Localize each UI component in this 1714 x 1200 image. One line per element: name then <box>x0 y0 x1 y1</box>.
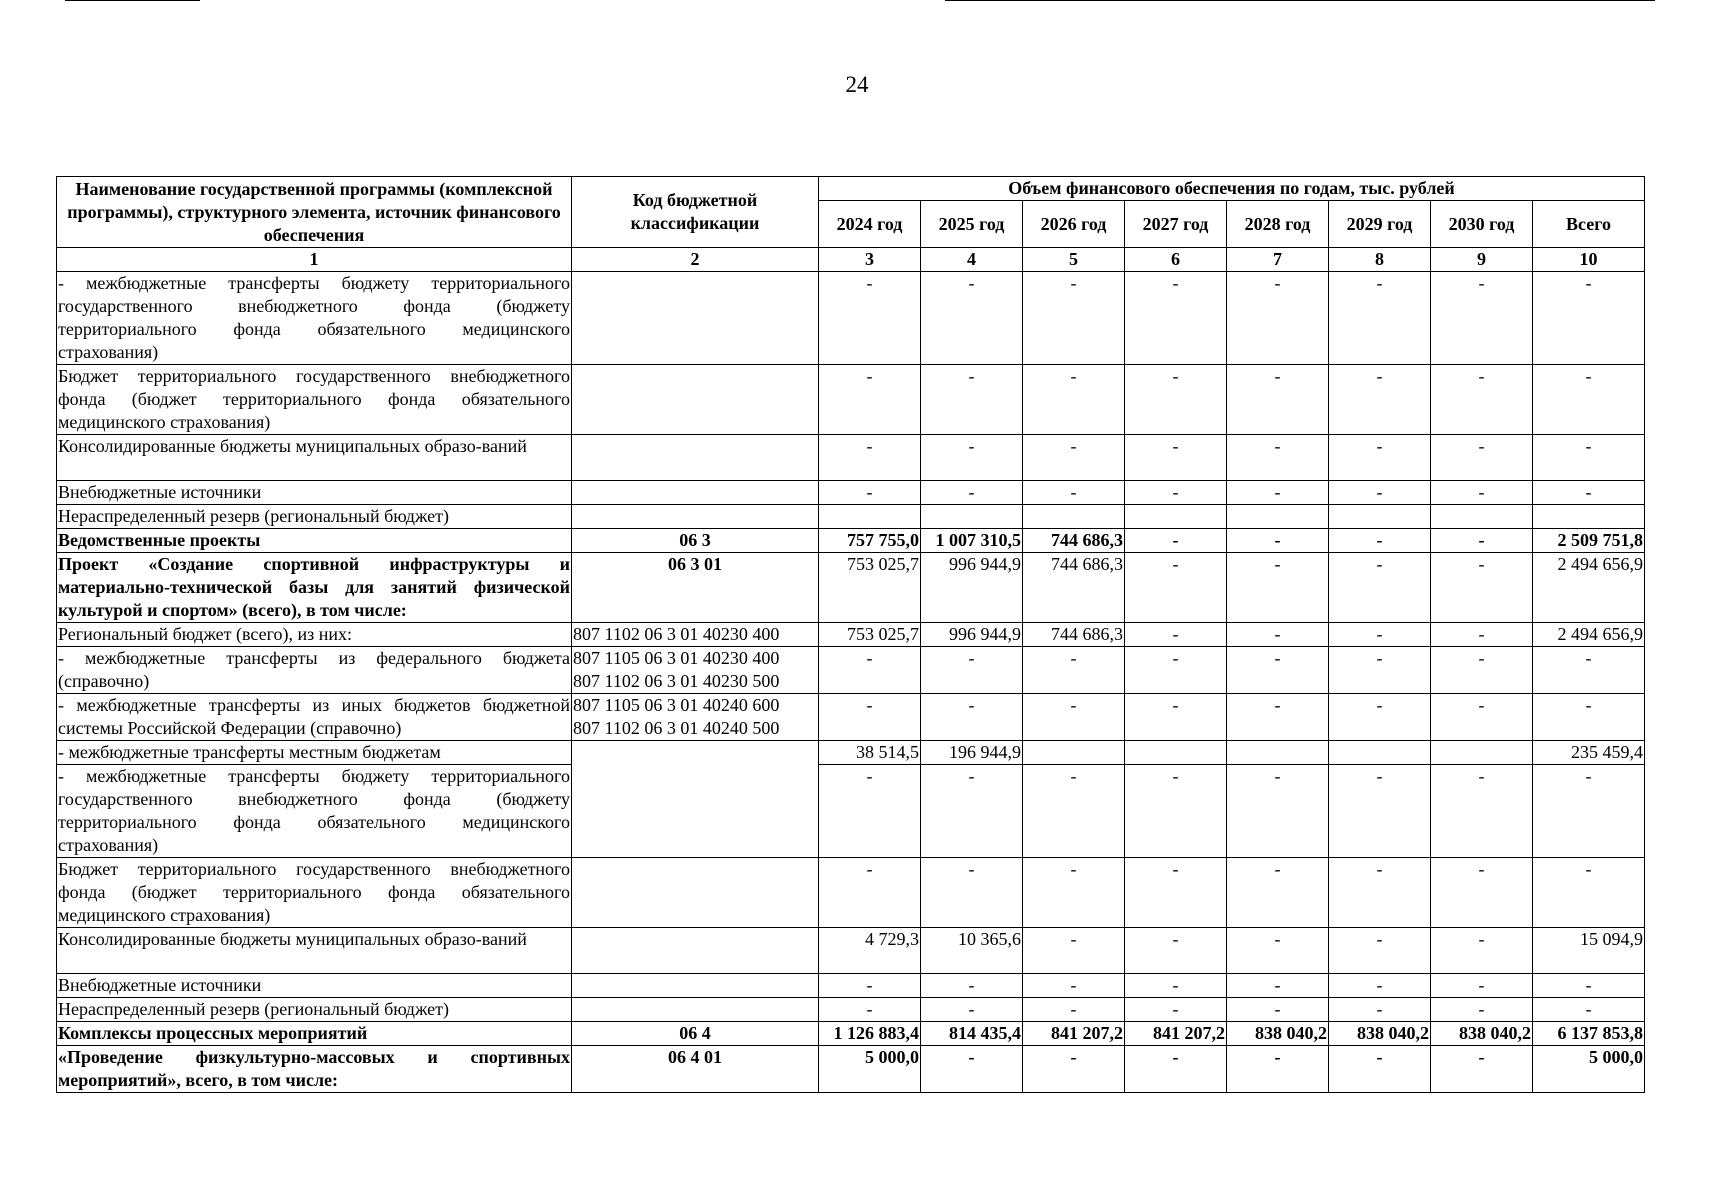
year-value: - <box>1431 647 1533 694</box>
top-rule-left <box>65 0 200 1</box>
year-value: 753 025,7 <box>819 623 921 647</box>
year-value <box>1125 741 1227 765</box>
year-value: - <box>1125 272 1227 365</box>
budget-code <box>572 553 819 623</box>
table-row <box>57 741 1645 765</box>
year-value: - <box>1125 623 1227 647</box>
year-value: - <box>921 435 1023 481</box>
year-value: - <box>1125 765 1227 858</box>
total-value: 5 000,0 <box>1533 1046 1645 1093</box>
column-number: 5 <box>1023 248 1125 272</box>
year-value <box>1023 741 1125 765</box>
column-number: 2 <box>572 248 819 272</box>
budget-code <box>572 365 819 435</box>
year-value: - <box>1431 529 1533 553</box>
header-row <box>57 177 1645 201</box>
budget-code <box>572 1046 819 1093</box>
total-value: - <box>1533 481 1645 505</box>
budget-code <box>572 858 819 928</box>
year-value: - <box>921 647 1023 694</box>
year-value: - <box>1227 694 1329 741</box>
year-value <box>1125 505 1227 529</box>
year-value: - <box>1227 272 1329 365</box>
year-value: - <box>1125 529 1227 553</box>
budget-code <box>572 272 819 365</box>
header-year: 2028 год <box>1227 201 1329 248</box>
year-value: 838 040,2 <box>1431 1022 1533 1046</box>
year-value: - <box>1125 858 1227 928</box>
year-value: - <box>1125 647 1227 694</box>
total-value: - <box>1533 647 1645 694</box>
year-value <box>921 505 1023 529</box>
year-value: - <box>1329 974 1431 998</box>
column-number: 9 <box>1431 248 1533 272</box>
budget-code-line: 807 1105 06 3 01 40240 600 <box>573 695 780 715</box>
total-value: - <box>1533 765 1645 858</box>
budget-code-line: 06 3 <box>679 530 711 550</box>
year-value: - <box>819 858 921 928</box>
table-row <box>57 694 1645 741</box>
table-row <box>57 998 1645 1022</box>
top-rule-right <box>945 0 1655 1</box>
total-value: 6 137 853,8 <box>1533 1022 1645 1046</box>
table-row <box>57 1022 1645 1046</box>
year-value: - <box>1125 365 1227 435</box>
total-value: - <box>1533 858 1645 928</box>
year-value: 1 126 883,4 <box>819 1022 921 1046</box>
year-value: - <box>1329 694 1431 741</box>
year-value: 757 755,0 <box>819 529 921 553</box>
row-label: Нераспределенный резерв (региональный бюджет) <box>57 505 572 529</box>
year-value: - <box>1227 529 1329 553</box>
row-label: Ведомственные проекты <box>57 529 572 553</box>
year-value: - <box>1023 765 1125 858</box>
year-value: - <box>921 365 1023 435</box>
table-row <box>57 272 1645 365</box>
row-label: Консолидированные бюджеты муниципальных образо-ваний <box>57 435 572 481</box>
year-value: - <box>1431 858 1533 928</box>
row-label: Нераспределенный резерв (региональный бюджет) <box>57 998 572 1022</box>
page-number: 24 <box>845 72 869 97</box>
table-row <box>57 765 1645 858</box>
total-value: 2 494 656,9 <box>1533 623 1645 647</box>
row-label: «Проведение физкультурно-массовых и спортивных мероприятий», всего, в том числе: <box>57 1046 572 1093</box>
year-value: - <box>1227 928 1329 974</box>
column-number: 4 <box>921 248 1023 272</box>
year-value: - <box>1329 1046 1431 1093</box>
year-value: - <box>819 647 921 694</box>
year-value: - <box>1329 529 1431 553</box>
budget-code <box>572 928 819 974</box>
year-value: - <box>819 765 921 858</box>
table-row <box>57 505 1645 529</box>
header-year: 2029 год <box>1329 201 1431 248</box>
year-value: 814 435,4 <box>921 1022 1023 1046</box>
budget-code <box>572 765 819 858</box>
table-row <box>57 623 1645 647</box>
year-value: - <box>921 272 1023 365</box>
row-label: Внебюджетные источники <box>57 481 572 505</box>
row-label: - межбюджетные трансферты местным бюджетам <box>57 741 572 765</box>
budget-code <box>572 647 819 694</box>
table-row <box>57 858 1645 928</box>
year-value: - <box>921 765 1023 858</box>
year-value: - <box>1329 858 1431 928</box>
budget-code-line: 807 1102 06 3 01 40240 500 <box>573 718 780 738</box>
budget-code-line: 807 1102 06 3 01 40230 400 <box>573 624 780 644</box>
budget-code <box>572 435 819 481</box>
budget-code <box>572 481 819 505</box>
year-value: - <box>1023 272 1125 365</box>
total-value: 235 459,4 <box>1533 741 1645 765</box>
year-value <box>1329 741 1431 765</box>
table-row <box>57 1046 1645 1093</box>
table-row <box>57 481 1645 505</box>
year-value: 10 365,6 <box>921 928 1023 974</box>
year-value: 753 025,7 <box>819 553 921 623</box>
row-label: - межбюджетные трансферты бюджету территориального государственного внебюджетного фонда (бюджету территориального фонда обязательного медицинского страхования) <box>57 765 572 858</box>
year-value: 744 686,3 <box>1023 529 1125 553</box>
row-label: - межбюджетные трансферты бюджету территориального государственного внебюджетного фонда (бюджету территориального фонда обязательного медицинского страхования) <box>57 272 572 365</box>
year-value: - <box>1023 974 1125 998</box>
table-row <box>57 928 1645 974</box>
year-value: - <box>1227 765 1329 858</box>
year-value: - <box>1227 623 1329 647</box>
year-value: - <box>1023 858 1125 928</box>
column-numbers-row <box>57 248 1645 272</box>
year-value: - <box>1227 998 1329 1022</box>
year-value: - <box>1227 1046 1329 1093</box>
column-number: 10 <box>1533 248 1645 272</box>
year-value: - <box>1227 974 1329 998</box>
year-value: - <box>819 481 921 505</box>
year-value: - <box>1125 974 1227 998</box>
budget-code <box>572 529 819 553</box>
year-value: - <box>1125 694 1227 741</box>
row-label: - межбюджетные трансферты из иных бюджетов бюджетной системы Российской Федерации (справочно) <box>57 694 572 741</box>
column-number: 3 <box>819 248 921 272</box>
year-value: - <box>921 998 1023 1022</box>
header-total: Всего <box>1533 201 1645 248</box>
table-row <box>57 553 1645 623</box>
year-value: 838 040,2 <box>1329 1022 1431 1046</box>
year-value <box>1227 741 1329 765</box>
year-value: - <box>1431 998 1533 1022</box>
year-value: - <box>1227 647 1329 694</box>
year-value: - <box>1227 435 1329 481</box>
total-value: 2 509 751,8 <box>1533 529 1645 553</box>
year-value: - <box>1125 928 1227 974</box>
table-row <box>57 529 1645 553</box>
total-value: 2 494 656,9 <box>1533 553 1645 623</box>
year-value: - <box>1125 481 1227 505</box>
total-value: - <box>1533 998 1645 1022</box>
year-value <box>819 505 921 529</box>
year-value: - <box>1023 694 1125 741</box>
total-value: 15 094,9 <box>1533 928 1645 974</box>
row-label: Бюджет территориального государственного внебюджетного фонда (бюджет территориального фонда обязательного медицинского страхования) <box>57 365 572 435</box>
row-label: Консолидированные бюджеты муниципальных образо-ваний <box>57 928 572 974</box>
column-number: 6 <box>1125 248 1227 272</box>
header-name: Наименование государственной программы (комплексной программы), структурного элемента, источник финансового обеспечения <box>57 177 572 248</box>
year-value: - <box>819 365 921 435</box>
row-label: - межбюджетные трансферты из федерального бюджета (справочно) <box>57 647 572 694</box>
total-value <box>1533 505 1645 529</box>
budget-code-line: 807 1102 06 3 01 40230 500 <box>573 671 780 691</box>
year-value: - <box>1023 365 1125 435</box>
year-value: - <box>1431 435 1533 481</box>
year-value: 996 944,9 <box>921 553 1023 623</box>
year-value: - <box>819 694 921 741</box>
header-year: 2027 год <box>1125 201 1227 248</box>
year-value: - <box>1329 647 1431 694</box>
year-value: - <box>1227 858 1329 928</box>
total-value: - <box>1533 974 1645 998</box>
budget-code <box>572 623 819 647</box>
year-value: 841 207,2 <box>1125 1022 1227 1046</box>
year-value: 4 729,3 <box>819 928 921 974</box>
header-code: Код бюджетной классификации <box>572 177 819 248</box>
header-year: 2025 год <box>921 201 1023 248</box>
year-value: - <box>1023 1046 1125 1093</box>
year-value: - <box>921 858 1023 928</box>
year-value: - <box>1329 272 1431 365</box>
year-value: - <box>1431 928 1533 974</box>
year-value: - <box>1431 765 1533 858</box>
year-value: 744 686,3 <box>1023 623 1125 647</box>
year-value: - <box>1023 481 1125 505</box>
header-year: 2026 год <box>1023 201 1125 248</box>
budget-code-line: 807 1105 06 3 01 40230 400 <box>573 648 780 668</box>
year-value <box>1431 741 1533 765</box>
year-value: - <box>1431 272 1533 365</box>
year-value: - <box>1329 765 1431 858</box>
year-value: - <box>1125 435 1227 481</box>
year-value: - <box>921 1046 1023 1093</box>
row-label: Внебюджетные источники <box>57 974 572 998</box>
year-value: - <box>1227 365 1329 435</box>
year-value: - <box>1023 435 1125 481</box>
total-value: - <box>1533 365 1645 435</box>
year-value: - <box>1431 365 1533 435</box>
year-value: - <box>1329 481 1431 505</box>
total-value: - <box>1533 435 1645 481</box>
budget-code <box>572 1022 819 1046</box>
year-value: - <box>819 435 921 481</box>
year-value: - <box>1431 481 1533 505</box>
year-value: 838 040,2 <box>1227 1022 1329 1046</box>
budget-code <box>572 505 819 529</box>
table-row <box>57 647 1645 694</box>
budget-code-line: 06 4 <box>679 1023 711 1043</box>
table-row <box>57 974 1645 998</box>
year-value: - <box>819 272 921 365</box>
table-row <box>57 435 1645 481</box>
column-number: 8 <box>1329 248 1431 272</box>
year-value: - <box>1023 928 1125 974</box>
year-value: - <box>1329 928 1431 974</box>
header-year: 2024 год <box>819 201 921 248</box>
total-value: - <box>1533 272 1645 365</box>
year-value <box>1431 505 1533 529</box>
total-value: - <box>1533 694 1645 741</box>
year-value: - <box>1227 481 1329 505</box>
column-number: 7 <box>1227 248 1329 272</box>
year-value: 744 686,3 <box>1023 553 1125 623</box>
year-value: 5 000,0 <box>819 1046 921 1093</box>
header-year: 2030 год <box>1431 201 1533 248</box>
year-value: - <box>1329 623 1431 647</box>
year-value: - <box>1431 1046 1533 1093</box>
budget-code-line: 06 4 01 <box>668 1047 722 1067</box>
budget-code-line: 06 3 01 <box>668 554 722 574</box>
row-label: Комплексы процессных мероприятий <box>57 1022 572 1046</box>
year-value: - <box>1023 647 1125 694</box>
year-value: 841 207,2 <box>1023 1022 1125 1046</box>
year-value: - <box>1125 553 1227 623</box>
budget-code <box>572 974 819 998</box>
year-value: - <box>1023 998 1125 1022</box>
year-value: - <box>921 694 1023 741</box>
column-number: 1 <box>57 248 572 272</box>
year-value <box>1329 505 1431 529</box>
year-value: - <box>1227 553 1329 623</box>
year-value: - <box>1125 1046 1227 1093</box>
year-value: 196 944,9 <box>921 741 1023 765</box>
year-value: - <box>921 974 1023 998</box>
row-label: Региональный бюджет (всего), из них: <box>57 623 572 647</box>
table-row <box>57 365 1645 435</box>
budget-code <box>572 694 819 741</box>
year-value: - <box>1329 553 1431 623</box>
year-value: - <box>1431 694 1533 741</box>
year-value <box>1023 505 1125 529</box>
year-value: - <box>1329 435 1431 481</box>
year-value: - <box>1125 998 1227 1022</box>
year-value: - <box>1329 998 1431 1022</box>
financing-table <box>56 176 1645 1093</box>
year-value: - <box>1431 623 1533 647</box>
year-value: 38 514,5 <box>819 741 921 765</box>
row-label: Проект «Создание спортивной инфраструктуры и материально-технической базы для занятий физической культурой и спортом» (всего), в том числе: <box>57 553 572 623</box>
year-value: - <box>1329 365 1431 435</box>
year-value: - <box>921 481 1023 505</box>
year-value: - <box>1431 553 1533 623</box>
budget-code <box>572 998 819 1022</box>
year-value: 1 007 310,5 <box>921 529 1023 553</box>
year-value: - <box>819 974 921 998</box>
budget-code <box>572 741 819 765</box>
header-volume: Объем финансового обеспечения по годам, тыс. рублей <box>819 177 1645 201</box>
year-value: - <box>1431 974 1533 998</box>
year-value: 996 944,9 <box>921 623 1023 647</box>
year-value <box>1227 505 1329 529</box>
year-value: - <box>819 998 921 1022</box>
row-label: Бюджет территориального государственного внебюджетного фонда (бюджет территориального фонда обязательного медицинского страхования) <box>57 858 572 928</box>
